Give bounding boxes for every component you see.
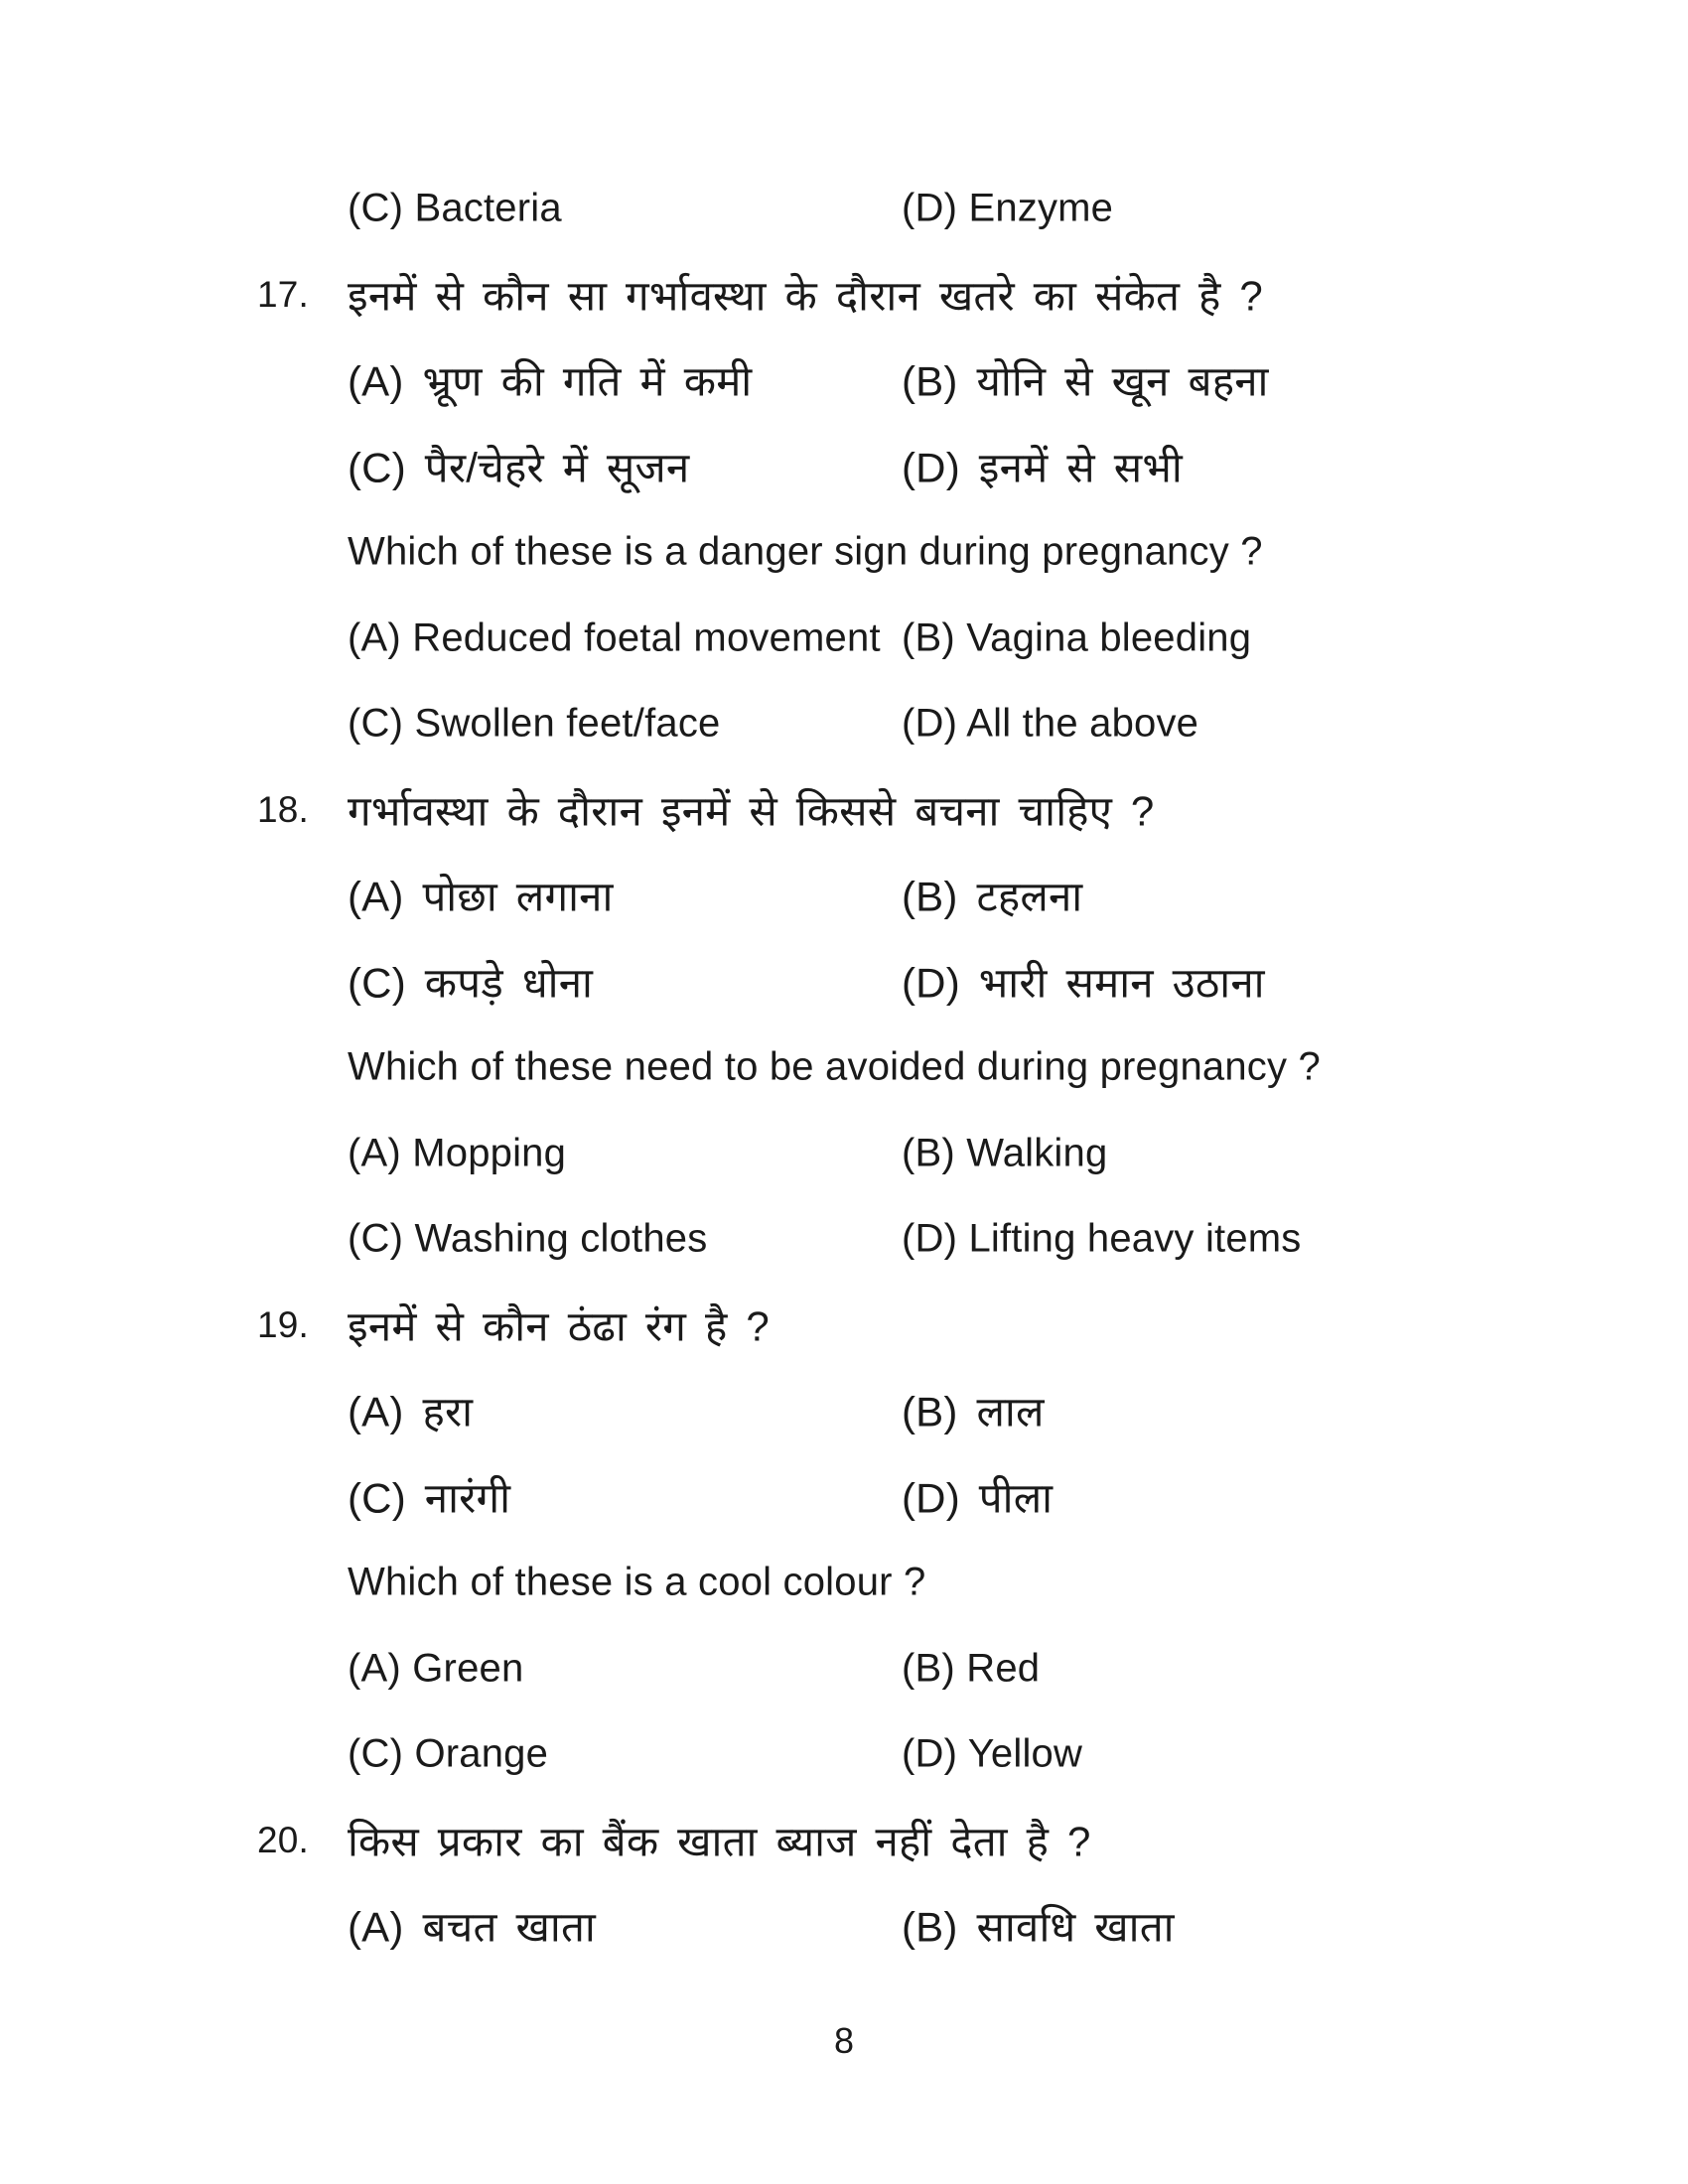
q17-hindi-options-row-ab	[0, 338, 1688, 424]
q17-option-c-english: (C) Swollen feet/face	[348, 701, 721, 746]
q18-option-b-english: (B) Walking	[902, 1131, 1108, 1175]
q19-option-c-hindi: (C) नारंगी	[348, 1474, 511, 1522]
q17-question-english-row	[0, 509, 1688, 596]
q19-question-hindi: इनमें से कौन ठंढा रंग है ?	[348, 1302, 770, 1350]
q19-option-a-english: (A) Green	[348, 1646, 524, 1691]
q19-option-d-hindi: (D) पीला	[902, 1474, 1054, 1522]
q19-english-options-row-cd	[0, 1711, 1688, 1798]
q18-question-hindi: गर्भावस्था के दौरान इनमें से किससे बचना चाहिए ?	[348, 787, 1155, 835]
q18-option-d-english: (D) Lifting heavy items	[902, 1216, 1302, 1261]
q18-question-hindi-row	[0, 767, 1688, 854]
q17-option-a-hindi: (A) भ्रूण की गति में कमी	[348, 357, 753, 405]
q17-question-hindi-row	[0, 252, 1688, 339]
q17-question-english: Which of these is a danger sign during pregnancy ?	[348, 529, 1263, 574]
q19-english-options-row-ab	[0, 1626, 1688, 1712]
q17-question-hindi: इनमें से कौन सा गर्भावस्था के दौरान खतरे का संकेत है ?	[348, 272, 1263, 320]
q19-question-english: Which of these is a cool colour ?	[348, 1560, 926, 1604]
q17-english-options-row-cd	[0, 681, 1688, 767]
q17-option-c-hindi: (C) पैर/चेहरे में सूजन	[348, 444, 690, 491]
q18-option-b-hindi: (B) टहलना	[902, 873, 1083, 920]
q17-english-options-row-ab	[0, 596, 1688, 682]
q17-option-b-hindi: (B) योनि से खून बहना	[902, 357, 1269, 405]
q16-option-d: (D) Enzyme	[902, 186, 1114, 230]
q19-question-english-row	[0, 1540, 1688, 1626]
q17-option-a-english: (A) Reduced foetal movement	[348, 615, 881, 660]
q18-option-a-english: (A) Mopping	[348, 1131, 567, 1175]
page-number: 8	[833, 2020, 855, 2061]
q18-question-english: Which of these need to be avoided during pregnancy ?	[348, 1044, 1321, 1089]
q17-number: 17.	[257, 273, 310, 315]
q19-option-a-hindi: (A) हरा	[348, 1388, 474, 1435]
q17-hindi-options-row-cd	[0, 424, 1688, 510]
q19-hindi-options-row-ab	[0, 1368, 1688, 1454]
q17-option-d-hindi: (D) इनमें से सभी	[902, 444, 1183, 491]
q19-hindi-options-row-cd	[0, 1454, 1688, 1541]
q16-options-row-cd	[0, 166, 1688, 252]
q20-hindi-options-row-ab	[0, 1883, 1688, 1970]
q18-question-english-row	[0, 1024, 1688, 1111]
q18-option-c-english: (C) Washing clothes	[348, 1216, 708, 1261]
q17-option-b-english: (B) Vagina bleeding	[902, 615, 1252, 660]
q20-number: 20.	[257, 1819, 310, 1860]
q19-question-hindi-row	[0, 1283, 1688, 1369]
q19-option-c-english: (C) Orange	[348, 1731, 549, 1776]
q20-question-hindi: किस प्रकार का बैंक खाता ब्याज नहीं देता है ?	[348, 1818, 1091, 1865]
q20-option-a-hindi: (A) बचत खाता	[348, 1903, 596, 1951]
q20-question-hindi-row	[0, 1798, 1688, 1884]
q20-option-b-hindi: (B) सावधि खाता	[902, 1903, 1175, 1951]
q18-number: 18.	[257, 788, 310, 830]
q18-hindi-options-row-ab	[0, 853, 1688, 939]
q19-option-d-english: (D) Yellow	[902, 1731, 1083, 1776]
q18-option-d-hindi: (D) भारी समान उठाना	[902, 959, 1265, 1007]
q16-option-c: (C) Bacteria	[348, 186, 562, 230]
q19-number: 19.	[257, 1303, 310, 1345]
q17-option-d-english: (D) All the above	[902, 701, 1199, 746]
q18-option-a-hindi: (A) पोछा लगाना	[348, 873, 614, 920]
q18-option-c-hindi: (C) कपड़े धोना	[348, 959, 594, 1007]
q18-english-options-row-cd	[0, 1196, 1688, 1283]
q18-hindi-options-row-cd	[0, 939, 1688, 1025]
q18-english-options-row-ab	[0, 1111, 1688, 1197]
questions-list	[0, 166, 1688, 1970]
q19-option-b-hindi: (B) लाल	[902, 1388, 1045, 1435]
q19-option-b-english: (B) Red	[902, 1646, 1041, 1691]
